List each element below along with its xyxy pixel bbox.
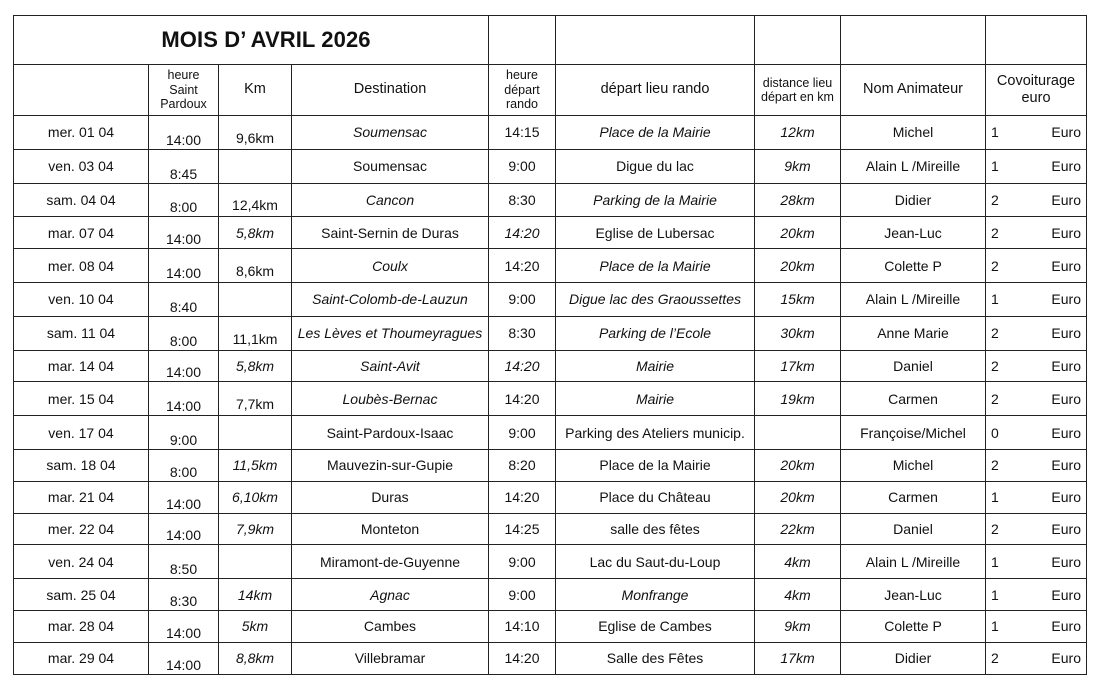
cell-heure-depart: 9:00 [489, 416, 556, 450]
cell-date: mar. 28 04 [14, 610, 149, 642]
table-row [14, 217, 1087, 249]
cell-heure-depart: 8:30 [489, 183, 556, 217]
cell-km [219, 545, 292, 579]
cell-animateur: Jean-Luc [841, 217, 986, 249]
covoiturage-unit: Euro [1051, 390, 1081, 407]
cell-heure-saint-pardoux: 14:00 [149, 217, 219, 249]
covoiturage-amount: 2 [991, 191, 999, 208]
cell-lieu-rando: Lac du Saut-du-Loup [556, 545, 755, 579]
table-row [14, 545, 1087, 579]
header-line: rando [506, 97, 538, 112]
table-row [14, 350, 1087, 382]
cell-lieu-rando: Eglise de Lubersac [556, 217, 755, 249]
cell-animateur: Carmen [841, 481, 986, 513]
cell-covoiturage [986, 183, 1087, 217]
header-line: heure [506, 68, 538, 83]
cell-covoiturage [986, 416, 1087, 450]
cell-animateur: Colette P [841, 249, 986, 283]
table-row [14, 249, 1087, 283]
table-row [14, 416, 1087, 450]
covoiturage-unit: Euro [1051, 191, 1081, 208]
cell-date: mar. 29 04 [14, 642, 149, 674]
cell-animateur: Françoise/Michel [841, 416, 986, 450]
cell-covoiturage [986, 116, 1087, 150]
covoiturage-amount: 0 [991, 424, 999, 441]
cell-date: sam. 11 04 [14, 316, 149, 350]
cell-heure-depart: 14:20 [489, 350, 556, 382]
cell-date: mar. 21 04 [14, 481, 149, 513]
cell-destination: Saint-Colomb-de-Lauzun [292, 282, 489, 316]
cell-date: mer. 22 04 [14, 513, 149, 545]
covoiturage-unit: Euro [1051, 489, 1081, 506]
cell-animateur: Alain L /Mireille [841, 545, 986, 579]
covoiturage-unit: Euro [1051, 357, 1081, 374]
cell-destination: Soumensac [292, 116, 489, 150]
cell-distance: 4km [755, 579, 841, 611]
cell-animateur: Colette P [841, 610, 986, 642]
covoiturage-amount: 2 [991, 650, 999, 667]
cell-animateur: Daniel [841, 350, 986, 382]
cell-lieu-rando: Salle des Fêtes [556, 642, 755, 674]
cell-heure-depart: 8:30 [489, 316, 556, 350]
cell-covoiturage [986, 282, 1087, 316]
cell-km [219, 149, 292, 183]
cell-distance: 28km [755, 183, 841, 217]
cell-distance: 4km [755, 545, 841, 579]
cell-animateur: Anne Marie [841, 316, 986, 350]
cell-lieu-rando: salle des fêtes [556, 513, 755, 545]
cell-date: mer. 08 04 [14, 249, 149, 283]
cell-heure-saint-pardoux: 8:00 [149, 449, 219, 481]
header-line: départ [504, 82, 540, 97]
covoiturage-unit: Euro [1051, 291, 1081, 308]
cell-date: sam. 25 04 [14, 579, 149, 611]
cell-lieu-rando: Digue du lac [556, 149, 755, 183]
cell-covoiturage [986, 481, 1087, 513]
cell-date: mer. 01 04 [14, 116, 149, 150]
cell-lieu-rando: Monfrange [556, 579, 755, 611]
table-row [14, 116, 1087, 150]
covoiturage-unit: Euro [1051, 424, 1081, 441]
cell-destination: Villebramar [292, 642, 489, 674]
cell-date: ven. 03 04 [14, 149, 149, 183]
cell-km [219, 282, 292, 316]
header-line: Saint [169, 82, 198, 97]
cell-lieu-rando: Digue lac des Graoussettes [556, 282, 755, 316]
cell-date: ven. 17 04 [14, 416, 149, 450]
cell-destination: Cambes [292, 610, 489, 642]
cell-date: ven. 10 04 [14, 282, 149, 316]
covoiturage-amount: 1 [991, 291, 999, 308]
cell-heure-saint-pardoux: 14:00 [149, 249, 219, 283]
table-row [14, 282, 1087, 316]
covoiturage-amount: 2 [991, 520, 999, 537]
cell-covoiturage [986, 610, 1087, 642]
cell-covoiturage [986, 449, 1087, 481]
covoiturage-amount: 1 [991, 158, 999, 175]
cell-destination: Cancon [292, 183, 489, 217]
cell-distance: 9km [755, 610, 841, 642]
cell-destination: Saint-Avit [292, 350, 489, 382]
cell-km: 5,8km [219, 217, 292, 249]
covoiturage-unit: Euro [1051, 618, 1081, 635]
cell-heure-saint-pardoux: 14:00 [149, 642, 219, 674]
cell-covoiturage [986, 249, 1087, 283]
cell-lieu-rando: Parking de l’Ecole [556, 316, 755, 350]
covoiturage-unit: Euro [1051, 650, 1081, 667]
cell-covoiturage [986, 382, 1087, 416]
table-row [14, 481, 1087, 513]
header-line: Covoiturage [996, 73, 1076, 90]
covoiturage-amount: 2 [991, 357, 999, 374]
title-empty-cell [986, 16, 1087, 65]
covoiturage-amount: 1 [991, 124, 999, 141]
cell-distance: 12km [755, 116, 841, 150]
cell-distance: 30km [755, 316, 841, 350]
cell-animateur: Jean-Luc [841, 579, 986, 611]
table-row [14, 513, 1087, 545]
cell-destination: Coulx [292, 249, 489, 283]
cell-destination: Saint-Sernin de Duras [292, 217, 489, 249]
cell-heure-depart: 14:20 [489, 481, 556, 513]
covoiturage-unit: Euro [1051, 224, 1081, 241]
cell-animateur: Didier [841, 183, 986, 217]
cell-distance: 19km [755, 382, 841, 416]
cell-date: mar. 14 04 [14, 350, 149, 382]
cell-heure-saint-pardoux: 8:45 [149, 149, 219, 183]
covoiturage-unit: Euro [1051, 553, 1081, 570]
covoiturage-amount: 2 [991, 457, 999, 474]
header-animateur: Nom Animateur [841, 65, 986, 116]
cell-heure-saint-pardoux: 9:00 [149, 416, 219, 450]
cell-destination: Saint-Pardoux-Isaac [292, 416, 489, 450]
cell-covoiturage [986, 316, 1087, 350]
cell-heure-depart: 9:00 [489, 579, 556, 611]
cell-date: mar. 07 04 [14, 217, 149, 249]
covoiturage-unit: Euro [1051, 325, 1081, 342]
cell-heure-depart: 14:10 [489, 610, 556, 642]
cell-lieu-rando: Mairie [556, 350, 755, 382]
covoiturage-unit: Euro [1051, 586, 1081, 603]
cell-lieu-rando: Parking de la Mairie [556, 183, 755, 217]
cell-heure-saint-pardoux: 14:00 [149, 513, 219, 545]
table-row [14, 642, 1087, 674]
cell-destination: Les Lèves et Thoumeyragues [292, 316, 489, 350]
cell-covoiturage [986, 217, 1087, 249]
covoiturage-amount: 2 [991, 325, 999, 342]
cell-distance [755, 416, 841, 450]
table-row [14, 610, 1087, 642]
table-row [14, 183, 1087, 217]
table-row [14, 382, 1087, 416]
cell-distance: 20km [755, 217, 841, 249]
cell-lieu-rando: Eglise de Cambes [556, 610, 755, 642]
cell-heure-saint-pardoux: 14:00 [149, 481, 219, 513]
cell-destination: Monteton [292, 513, 489, 545]
cell-heure-saint-pardoux: 8:40 [149, 282, 219, 316]
cell-distance: 20km [755, 249, 841, 283]
cell-animateur: Daniel [841, 513, 986, 545]
cell-covoiturage [986, 513, 1087, 545]
table-row [14, 316, 1087, 350]
cell-destination: Soumensac [292, 149, 489, 183]
cell-heure-depart: 9:00 [489, 149, 556, 183]
cell-km: 12,4km [219, 183, 292, 217]
cell-destination: Duras [292, 481, 489, 513]
covoiturage-amount: 2 [991, 257, 999, 274]
cell-heure-depart: 9:00 [489, 282, 556, 316]
table-body [14, 116, 1087, 675]
cell-lieu-rando: Place de la Mairie [556, 116, 755, 150]
cell-lieu-rando: Parking des Ateliers municip. [556, 416, 755, 450]
cell-distance: 20km [755, 481, 841, 513]
cell-date: mer. 15 04 [14, 382, 149, 416]
cell-heure-depart: 14:20 [489, 217, 556, 249]
cell-heure-saint-pardoux: 14:00 [149, 116, 219, 150]
cell-distance: 17km [755, 350, 841, 382]
header-line: heure [167, 68, 200, 83]
cell-distance: 9km [755, 149, 841, 183]
cell-lieu-rando: Place de la Mairie [556, 249, 755, 283]
cell-covoiturage [986, 545, 1087, 579]
cell-animateur: Alain L /Mireille [841, 149, 986, 183]
cell-lieu-rando: Place du Château [556, 481, 755, 513]
covoiturage-amount: 2 [991, 390, 999, 407]
covoiturage-unit: Euro [1051, 124, 1081, 141]
cell-km: 11,1km [219, 316, 292, 350]
header-km: Km [219, 65, 292, 116]
cell-covoiturage [986, 350, 1087, 382]
page-title: MOIS D’ AVRIL 2026 [14, 16, 489, 65]
cell-lieu-rando: Mairie [556, 382, 755, 416]
cell-heure-saint-pardoux: 14:00 [149, 382, 219, 416]
cell-heure-depart: 14:20 [489, 382, 556, 416]
covoiturage-amount: 1 [991, 489, 999, 506]
header-line: distance lieu [762, 75, 833, 90]
header-date [14, 65, 149, 116]
cell-km: 9,6km [219, 116, 292, 150]
cell-destination: Mauvezin-sur-Gupie [292, 449, 489, 481]
cell-animateur: Alain L /Mireille [841, 282, 986, 316]
cell-heure-saint-pardoux: 8:00 [149, 316, 219, 350]
cell-heure-saint-pardoux: 8:50 [149, 545, 219, 579]
cell-km: 11,5km [219, 449, 292, 481]
cell-date: sam. 18 04 [14, 449, 149, 481]
cell-covoiturage [986, 149, 1087, 183]
covoiturage-unit: Euro [1051, 158, 1081, 175]
cell-km: 6,10km [219, 481, 292, 513]
header-lieu-rando: départ lieu rando [556, 65, 755, 116]
cell-heure-saint-pardoux: 14:00 [149, 610, 219, 642]
covoiturage-amount: 1 [991, 553, 999, 570]
cell-date: ven. 24 04 [14, 545, 149, 579]
cell-distance: 15km [755, 282, 841, 316]
title-empty-cell [489, 16, 556, 65]
cell-destination: Loubès-Bernac [292, 382, 489, 416]
cell-km: 5km [219, 610, 292, 642]
planning-table [13, 15, 1087, 675]
cell-heure-depart: 9:00 [489, 545, 556, 579]
cell-animateur: Carmen [841, 382, 986, 416]
cell-km: 14km [219, 579, 292, 611]
cell-km: 8,8km [219, 642, 292, 674]
cell-km: 7,7km [219, 382, 292, 416]
header-line: euro [1021, 90, 1051, 106]
cell-km: 8,6km [219, 249, 292, 283]
cell-heure-saint-pardoux: 8:00 [149, 183, 219, 217]
covoiturage-amount: 2 [991, 224, 999, 241]
cell-heure-depart: 8:20 [489, 449, 556, 481]
cell-destination: Miramont-de-Guyenne [292, 545, 489, 579]
cell-animateur: Michel [841, 449, 986, 481]
cell-distance: 17km [755, 642, 841, 674]
cell-destination: Agnac [292, 579, 489, 611]
cell-heure-depart: 14:15 [489, 116, 556, 150]
cell-animateur: Didier [841, 642, 986, 674]
header-destination: Destination [292, 65, 489, 116]
cell-animateur: Michel [841, 116, 986, 150]
cell-heure-depart: 14:20 [489, 249, 556, 283]
table-row [14, 579, 1087, 611]
covoiturage-amount: 1 [991, 586, 999, 603]
covoiturage-unit: Euro [1051, 257, 1081, 274]
cell-covoiturage [986, 579, 1087, 611]
cell-km: 5,8km [219, 350, 292, 382]
title-empty-cell [556, 16, 755, 65]
cell-distance: 20km [755, 449, 841, 481]
header-distance [755, 65, 841, 116]
header-heure-saint-pardoux [149, 65, 219, 116]
cell-heure-depart: 14:20 [489, 642, 556, 674]
covoiturage-amount: 1 [991, 618, 999, 635]
header-line: Pardoux [160, 97, 207, 112]
title-empty-cell [841, 16, 986, 65]
table-row [14, 449, 1087, 481]
covoiturage-unit: Euro [1051, 520, 1081, 537]
cell-heure-depart: 14:25 [489, 513, 556, 545]
header-line: départ en km [761, 90, 834, 104]
header-covoiturage [986, 65, 1087, 116]
header-heure-depart [489, 65, 556, 116]
cell-date: sam. 04 04 [14, 183, 149, 217]
covoiturage-unit: Euro [1051, 457, 1081, 474]
title-empty-cell [755, 16, 841, 65]
cell-km [219, 416, 292, 450]
cell-heure-saint-pardoux: 14:00 [149, 350, 219, 382]
table-row [14, 149, 1087, 183]
cell-covoiturage [986, 642, 1087, 674]
cell-distance: 22km [755, 513, 841, 545]
cell-heure-saint-pardoux: 8:30 [149, 579, 219, 611]
cell-lieu-rando: Place de la Mairie [556, 449, 755, 481]
cell-km: 7,9km [219, 513, 292, 545]
